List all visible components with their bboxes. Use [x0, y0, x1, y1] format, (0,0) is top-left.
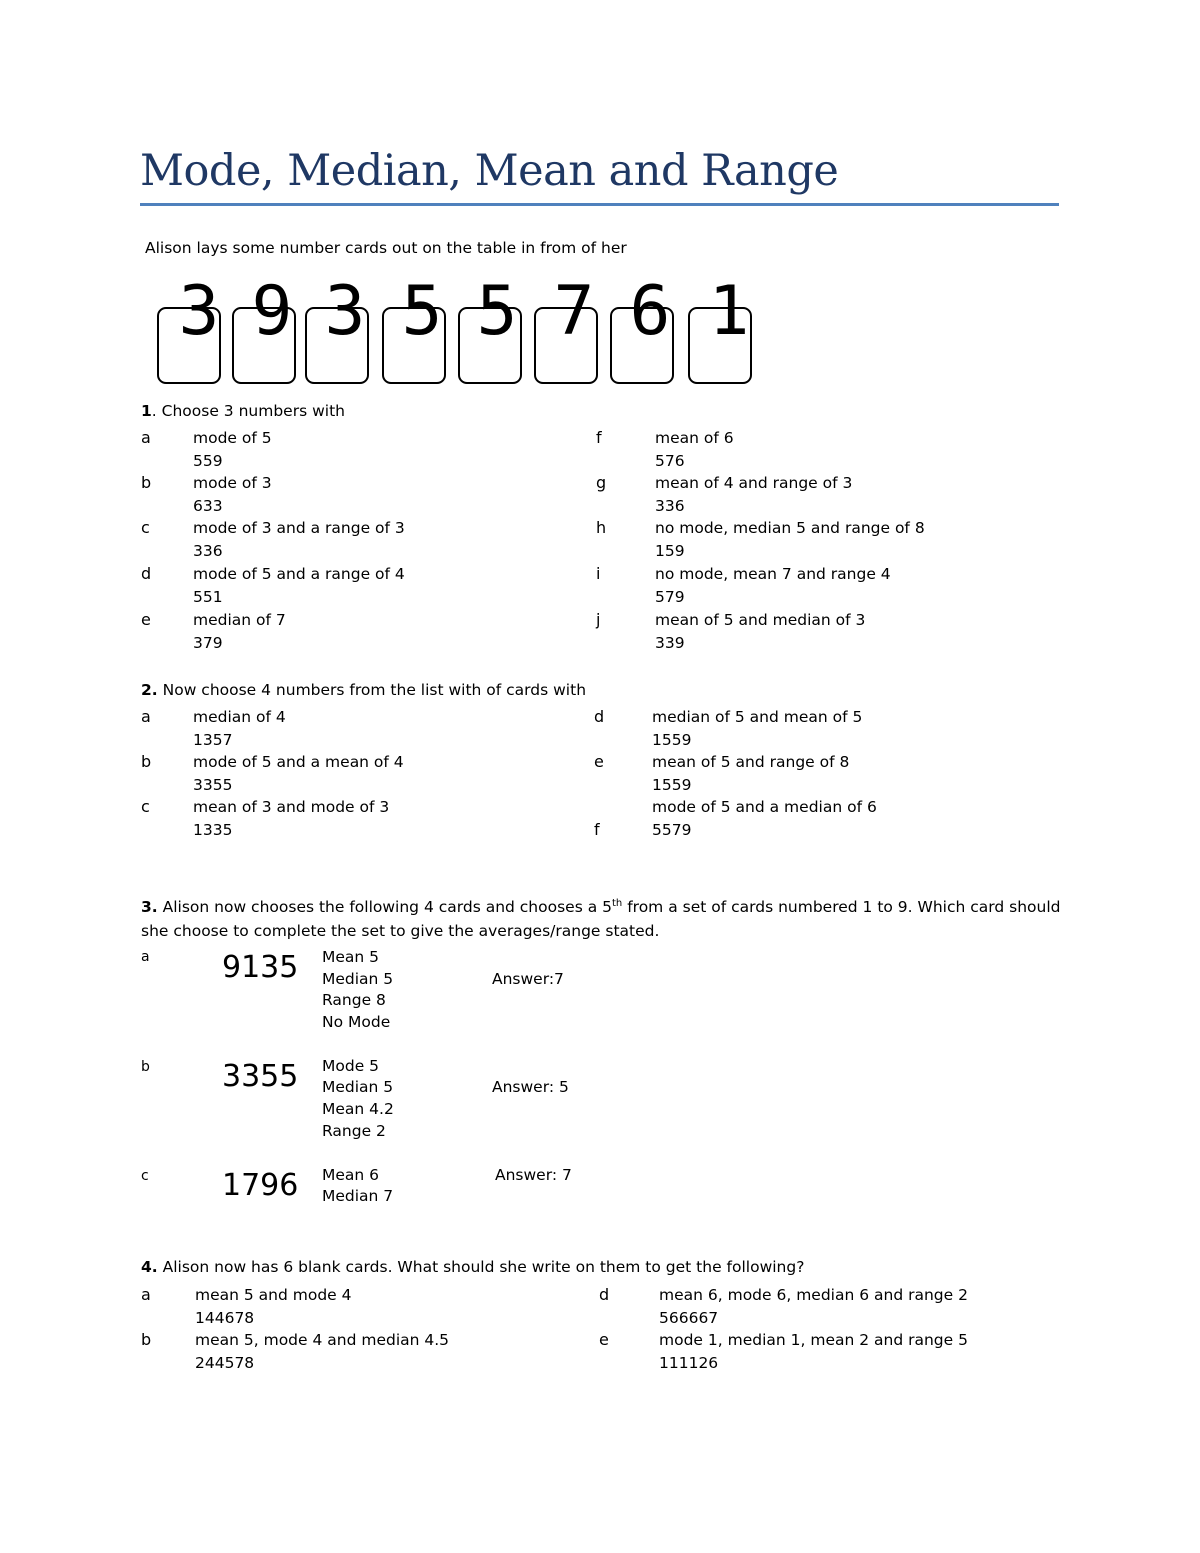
item-text: mode of 5 and a range of 4: [193, 565, 405, 583]
q4-prompt: Alison now has 6 blank cards. What should she write on them to get the following?: [157, 1258, 805, 1276]
card-set: 3355: [222, 1059, 299, 1094]
answer-text: Answer:7: [492, 970, 564, 988]
item-answer: 633: [193, 497, 223, 515]
title-underline: [140, 203, 1059, 206]
item-text: mode of 5 and a mean of 4: [193, 753, 404, 771]
item-text: mean of 5 and range of 8: [652, 753, 850, 771]
item-letter: c: [141, 797, 150, 816]
item-letter: j: [596, 610, 601, 629]
item-answer: 551: [193, 588, 223, 606]
item-text: mean of 3 and mode of 3: [193, 798, 390, 816]
card-digit: 1: [708, 272, 750, 351]
item-text: mean 5 and mode 4: [195, 1286, 352, 1304]
item-letter: c: [141, 1168, 149, 1184]
item-letter: a: [141, 1285, 151, 1304]
item-answer: 1559: [652, 731, 692, 749]
item-letter: d: [594, 707, 605, 726]
item-letter: e: [599, 1330, 609, 1349]
q4-heading: [141, 1257, 804, 1277]
item-answer: 576: [655, 452, 685, 470]
item-answer: 111126: [659, 1354, 719, 1372]
card-digit: 7: [553, 272, 595, 351]
item-letter: b: [141, 752, 152, 771]
item-answer: 5579: [652, 821, 692, 839]
item-letter: e: [141, 610, 151, 629]
answer-text: Answer: 5: [492, 1078, 569, 1096]
stat-line: Mean 5: [322, 948, 380, 966]
q2-prompt: Now choose 4 numbers from the list with of cards with: [157, 681, 587, 699]
stat-line: Median 5: [322, 1078, 394, 1096]
q3-prompt-b: from a set of cards numbered 1 to 9. Which card should: [622, 898, 1061, 917]
item-text: median of 4: [193, 708, 286, 726]
card-set: 1796: [222, 1168, 299, 1203]
item-answer: 3355: [193, 776, 233, 794]
item-letter: b: [141, 473, 152, 492]
item-letter: a: [141, 428, 151, 447]
q4-number: 4.: [141, 1258, 158, 1276]
item-answer: 339: [655, 634, 685, 652]
q3-prompt-sup: th: [612, 898, 623, 909]
q2-heading: [141, 680, 586, 700]
item-letter: h: [596, 518, 607, 537]
item-answer: 244578: [195, 1354, 255, 1372]
item-answer: 559: [193, 452, 223, 470]
q3-number: 3.: [141, 898, 158, 917]
item-text: mode of 3 and a range of 3: [193, 519, 405, 537]
item-answer: 579: [655, 588, 685, 606]
item-answer: 1357: [193, 731, 233, 749]
item-text: mean of 4 and range of 3: [655, 474, 853, 492]
card-digit: 6: [629, 272, 671, 351]
stat-line: Mode 5: [322, 1057, 380, 1075]
card-digit: 5: [401, 272, 443, 351]
stat-line: Mean 6: [322, 1166, 380, 1184]
card-digit: 3: [324, 272, 366, 351]
item-letter: f: [594, 820, 600, 839]
item-letter: b: [141, 1330, 152, 1349]
intro-text: Alison lays some number cards out on the table in from of her: [145, 239, 627, 257]
item-answer: 159: [655, 542, 685, 560]
q3-heading: [141, 894, 1061, 917]
card-digit: 9: [251, 272, 293, 351]
item-text: median of 5 and mean of 5: [652, 708, 863, 726]
q1-heading: [141, 401, 345, 421]
page-title: Mode, Median, Mean and Range: [140, 146, 839, 196]
item-text: mean of 6: [655, 429, 734, 447]
stat-line: Range 8: [322, 991, 386, 1009]
item-letter: f: [596, 428, 602, 447]
item-answer: 566667: [659, 1309, 719, 1327]
item-letter: i: [596, 564, 601, 583]
item-text: mode of 3: [193, 474, 272, 492]
item-text: mode of 5 and a median of 6: [652, 798, 877, 816]
item-text: mode 1, median 1, mean 2 and range 5: [659, 1331, 968, 1349]
item-text: mean of 5 and median of 3: [655, 611, 866, 629]
q3-prompt-line2: she choose to complete the set to give the averages/range stated.: [141, 922, 660, 940]
item-answer: 1335: [193, 821, 233, 839]
answer-text: Answer: 7: [495, 1166, 572, 1184]
item-letter: d: [141, 564, 152, 583]
item-answer: 379: [193, 634, 223, 652]
q3-prompt-a: Alison now chooses the following 4 cards and chooses a 5: [157, 898, 613, 917]
item-answer: 144678: [195, 1309, 255, 1327]
q1-number: 1: [141, 402, 152, 420]
item-answer: 336: [193, 542, 223, 560]
item-answer: 1559: [652, 776, 692, 794]
item-letter: d: [599, 1285, 610, 1304]
item-text: no mode, mean 7 and range 4: [655, 565, 891, 583]
item-answer: 336: [655, 497, 685, 515]
stat-line: Range 2: [322, 1122, 386, 1140]
item-text: no mode, median 5 and range of 8: [655, 519, 925, 537]
item-text: mean 6, mode 6, median 6 and range 2: [659, 1286, 968, 1304]
item-text: mean 5, mode 4 and median 4.5: [195, 1331, 450, 1349]
item-letter: a: [141, 949, 150, 965]
item-text: median of 7: [193, 611, 286, 629]
stat-line: Median 5: [322, 970, 394, 988]
item-letter: a: [141, 707, 151, 726]
stat-line: Median 7: [322, 1187, 394, 1205]
item-letter: b: [141, 1059, 150, 1075]
stat-line: No Mode: [322, 1013, 391, 1031]
stat-line: Mean 4.2: [322, 1100, 394, 1118]
card-digit: 5: [476, 272, 518, 351]
item-letter: e: [594, 752, 604, 771]
item-text: mode of 5: [193, 429, 272, 447]
card-digit: 3: [178, 272, 220, 351]
item-letter: g: [596, 473, 607, 492]
q2-number: 2.: [141, 681, 158, 699]
item-letter: c: [141, 518, 150, 537]
card-set: 9135: [222, 950, 299, 985]
q1-prompt: . Choose 3 numbers with: [151, 402, 345, 420]
